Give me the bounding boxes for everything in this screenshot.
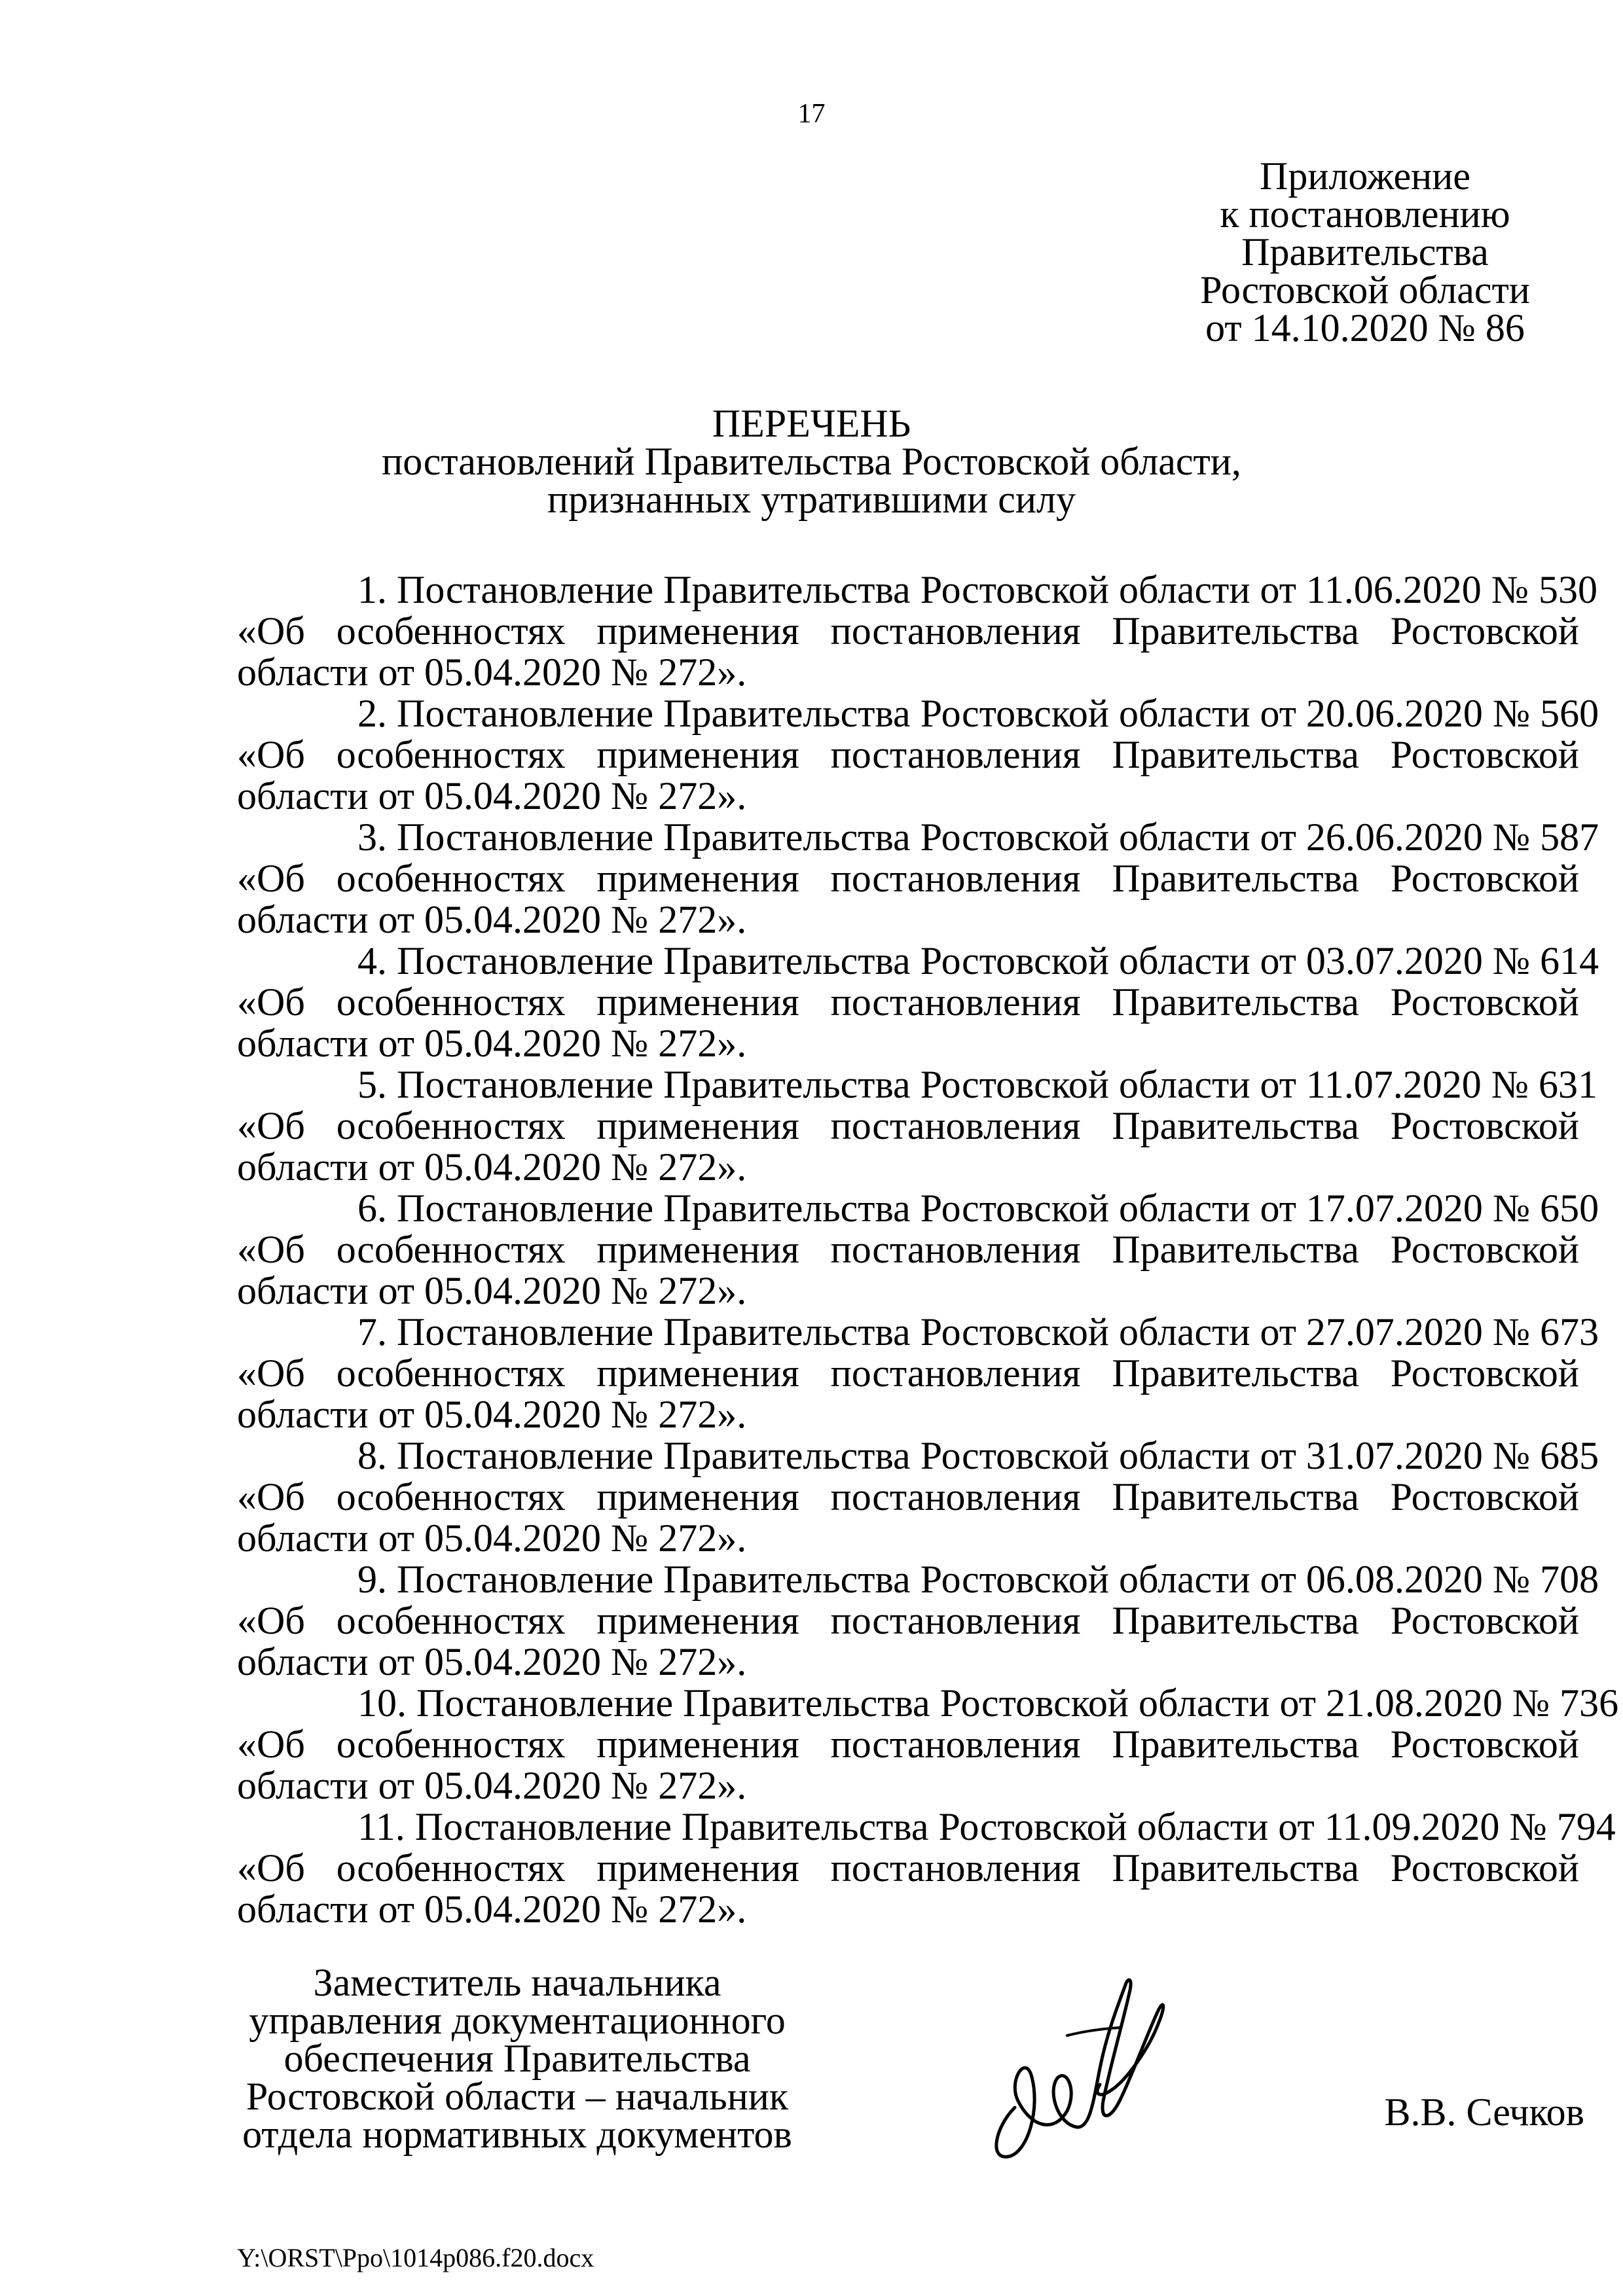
appendix-line: Ростовской области <box>1200 268 1530 312</box>
list-item <box>237 1681 1619 1807</box>
signer-line: управления документационного <box>249 1999 786 2042</box>
signer-position <box>236 1961 799 2156</box>
list-item <box>237 1310 1599 1436</box>
signer-line: обеспечения Правительства <box>283 2037 751 2080</box>
item-subject: «Об особенностях применения постановления Правительства Ростовской <box>237 1228 1579 1271</box>
item-title: 8. Постановление Правительства Ростовской области от 31.07.2020 № 685 <box>357 1434 1599 1477</box>
item-subject-end: области от 05.04.2020 № 272». <box>237 774 747 817</box>
item-title: 1. Постановление Правительства Ростовской области от 11.06.2020 № 530 <box>357 568 1597 611</box>
appendix-line: Приложение <box>1259 154 1471 198</box>
title-subtitle: признанных утратившими силу <box>547 478 1076 521</box>
appendix-line: к постановлению <box>1220 192 1510 236</box>
item-subject-end: области от 05.04.2020 № 272». <box>237 898 747 941</box>
item-subject-end: области от 05.04.2020 № 272». <box>237 1640 747 1683</box>
item-subject: «Об особенностях применения постановления Правительства Ростовской <box>237 1846 1579 1890</box>
item-subject-end: области от 05.04.2020 № 272». <box>237 1516 747 1560</box>
item-subject-end: области от 05.04.2020 № 272». <box>237 651 747 694</box>
item-title: 7. Постановление Правительства Ростовской области от 27.07.2020 № 673 <box>357 1310 1599 1354</box>
list-item <box>237 816 1599 941</box>
item-title: 5. Постановление Правительства Ростовской области от 11.07.2020 № 631 <box>357 1063 1597 1106</box>
list-item <box>237 939 1599 1065</box>
item-subject: «Об особенностях применения постановления Правительства Ростовской <box>237 1599 1579 1642</box>
appendix-header <box>1126 154 1604 350</box>
file-path: Y:\ORST\Ppo\1014p086.f20.docx <box>237 2243 594 2272</box>
item-subject: «Об особенностях применения постановления Правительства Ростовской <box>237 1104 1579 1147</box>
title-heading: ПЕРЕЧЕНЬ <box>712 402 911 445</box>
appendix-line: Правительства <box>1241 230 1489 274</box>
signer-name: В.В. Сечков <box>1384 2090 1584 2134</box>
item-subject: «Об особенностях применения постановления Правительства Ростовской <box>237 1352 1579 1395</box>
item-title: 3. Постановление Правительства Ростовской области от 26.06.2020 № 587 <box>357 816 1599 859</box>
item-subject-end: области от 05.04.2020 № 272». <box>237 1269 747 1312</box>
item-subject: «Об особенностях применения постановления Правительства Ростовской <box>237 733 1579 776</box>
appendix-line: от 14.10.2020 № 86 <box>1205 306 1525 350</box>
resolutions-list <box>237 568 1619 1931</box>
list-item <box>237 1187 1599 1312</box>
list-item <box>237 568 1597 694</box>
list-item <box>237 692 1599 817</box>
item-subject: «Об особенностях применения постановления Правительства Ростовской <box>237 609 1579 653</box>
item-subject: «Об особенностях применения постановления Правительства Ростовской <box>237 1723 1579 1766</box>
page-number: 17 <box>797 99 826 129</box>
item-title: 6. Постановление Правительства Ростовской области от 17.07.2020 № 650 <box>357 1187 1599 1230</box>
list-item <box>237 1063 1597 1189</box>
item-title: 11. Постановление Правительства Ростовской области от 11.09.2020 № 794 <box>357 1805 1616 1848</box>
handwritten-signature <box>969 1970 1192 2166</box>
signer-line: отдела нормативных документов <box>242 2113 792 2156</box>
list-item <box>237 1434 1599 1560</box>
item-subject-end: области от 05.04.2020 № 272». <box>237 1888 747 1931</box>
document-title <box>0 402 1623 521</box>
item-title: 9. Постановление Правительства Ростовской области от 06.08.2020 № 708 <box>357 1558 1599 1601</box>
item-subject-end: области от 05.04.2020 № 272». <box>237 1145 747 1189</box>
signer-line: Ростовской области – начальник <box>246 2075 789 2118</box>
item-title: 10. Постановление Правительства Ростовской области от 21.08.2020 № 736 <box>357 1681 1619 1725</box>
signer-line: Заместитель начальника <box>313 1961 721 2004</box>
item-title: 2. Постановление Правительства Ростовской области от 20.06.2020 № 560 <box>357 692 1599 735</box>
item-subject-end: области от 05.04.2020 № 272». <box>237 1022 747 1065</box>
list-item <box>237 1558 1599 1683</box>
list-item <box>237 1805 1616 1931</box>
item-subject: «Об особенностях применения постановления Правительства Ростовской <box>237 857 1579 900</box>
title-subtitle: постановлений Правительства Ростовской области, <box>382 440 1241 483</box>
item-subject-end: области от 05.04.2020 № 272». <box>237 1393 747 1436</box>
item-subject: «Об особенностях применения постановления Правительства Ростовской <box>237 980 1579 1024</box>
item-title: 4. Постановление Правительства Ростовской области от 03.07.2020 № 614 <box>357 939 1599 982</box>
item-subject-end: области от 05.04.2020 № 272». <box>237 1764 747 1807</box>
item-subject: «Об особенностях применения постановления Правительства Ростовской <box>237 1475 1579 1518</box>
